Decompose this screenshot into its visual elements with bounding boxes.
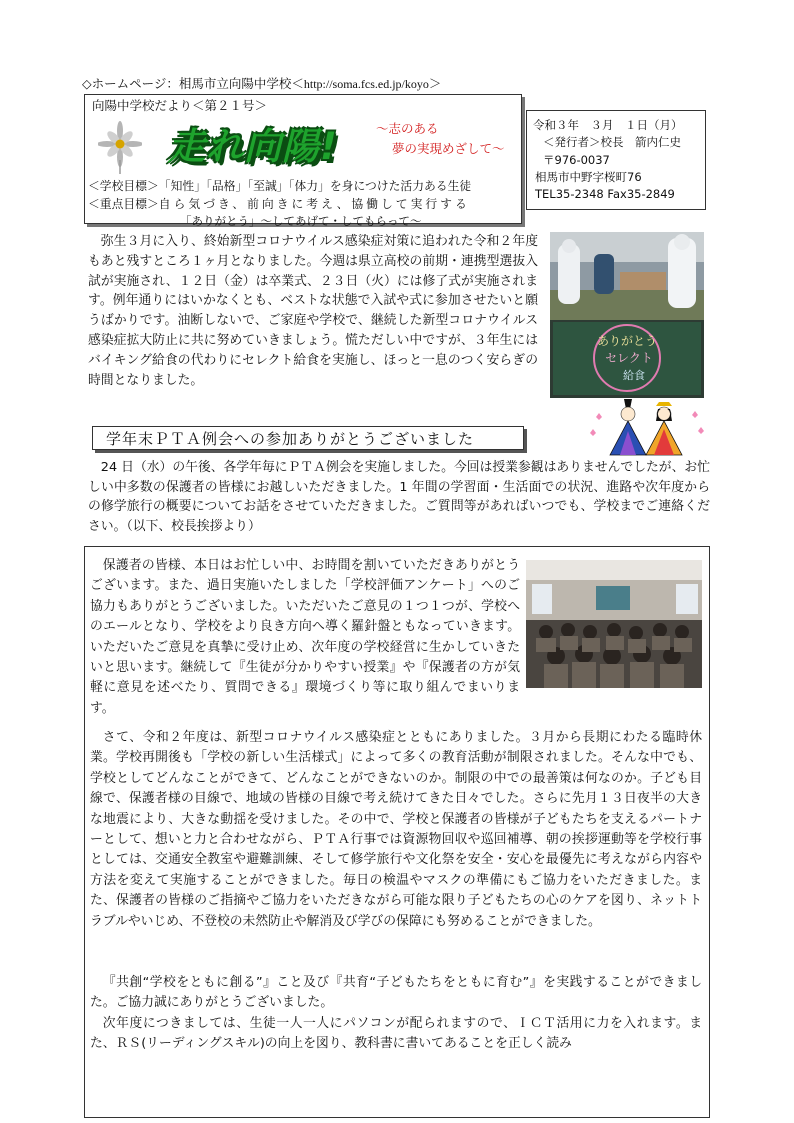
board-text-2: セレクト [605, 351, 653, 365]
homepage-line [82, 76, 441, 92]
greeting-paragraph-1: 保護者の皆様、本日はお忙しい中、お時間を割いていただきありがとうございます。また、過日実施いたしました「学校評価アンケート」へのご協力もありがとうございました。いただいたご意見の１つ１つが、学校へのエールとなり、学校をより良き方向へ導く羅針盤ともなっていきます。いただいたご意見を真摯に受け止め、次年度の学校経営に生かしていきたいと思います。継続して『生徒が分かりやすい授業』や『保護者の方が気軽に意見を述べたり、質問できる』環境づくり等に取り組んでまいります。 [90, 558, 520, 716]
publication-info [526, 110, 706, 210]
school-goal-text: 「知性」「品格」「至誠」「体力」を身につけた活力ある生徒 [158, 179, 472, 193]
greeting-paragraph-2: さて、令和２年度は、新型コロナウイルス感染症とともにありました。３月から長期にわたる臨時休業。学校再開後も「学校の新しい生活様式」によって多くの教育活動が制限されました。そんな中でも、学校としてどんなことができて、どんなことができないのか。制限の中での最善策は何なのか。子ども目線で、保護者様の目線で、地域の皆様の目線で考え続けてきた日々でした。さらに先月１３日夜半の大きな地震により、大きな動揺を受けました。その中で、学校と保護者の皆様が子どもたちを支えるパートナーとして、想いと力と合わせながら、ＰＴＡ行事では資源物回収や巡回補導、朝の挨拶運動等を学校行事としては、交通安全教室や避難訓練、そして修学旅行や文化祭を安全・安心を最優先に考えながら内容や方法を変えて実施することができました。毎日の検温やマスクの準備にもご協力をいただきました。また、保護者の皆様のご指摘やご協力をいただきながら可能な限り子どもたちの心のケアを図り、ネットトラブルやいじめ、不登校の未然防止や解消及び学びの保障にも努めることができました。 [90, 730, 702, 929]
school-goal [88, 177, 471, 194]
address: 相馬市中野字桜町76 [535, 170, 642, 184]
focus-goal-label: ＜重点目標＞ [88, 197, 159, 211]
newsletter-title: 走れ向陽! [168, 125, 338, 168]
tagline-line-2: 夢の実現めざして～ [392, 141, 505, 156]
homepage-label: ◇ホームページ：相馬市立向陽中学校＜ [82, 76, 304, 91]
board-text-1: ありがとう [596, 334, 658, 348]
school-crest-icon [98, 120, 142, 176]
issue-label: 向陽中学校だより＜第２１号＞ [92, 98, 268, 113]
postal-code: 〒976-0037 [543, 153, 610, 167]
hina-dolls-illustration [588, 397, 706, 457]
greeting-paragraph-4: 次年度につきましては、生徒一人一人にパソコンが配られますので、ＩＣＴ活用に力を入れます。また、ＲＳ(リーディングスキル)の向上を図り、教科書に書いてあることを正しく読み [90, 1016, 702, 1052]
school-goal-label: ＜学校目標＞ [88, 179, 159, 193]
phone-fax: TEL35-2348 Fax35-2849 [535, 187, 675, 201]
pta-report-paragraph: 24 日（水）の午後、各学年毎にＰＴＡ例会を実施しました。今回は授業参観はありませんでしたが、お忙しい中多数の保護者の皆様にお越しいただきました。1 年間の学習面・生活面での状況、進路や次年度からの修学旅行の概要についてお話をさせていただきました。ご質問等があればいつでも、学校までご連絡ください。（以下、校長挨拶より） [88, 460, 710, 534]
intro-paragraph: 弥生３月に入り、終始新型コロナウイルス感染症対策に追われた令和２年度もあと残すところ１ヶ月となりました。今週は県立高校の前期・連携型選抜入試が実施され、１２日（金）は卒業式、２３日（火）には修了式が実施されます。例年通りにはいかなくとも、ベストな状態で入試や式に参加させたいと願うばかりです。油断しないで、ご家庭や学校で、継続した新型コロナウイルス感染症拡大防止に共に努めていきましょう。慌ただしい中ですが、３年生にはバイキング給食の代わりにセレクト給食を実施し、ほっと一息のつく安らぎの時間となりました。 [88, 234, 538, 388]
slogan: 「ありがとう」～してあげて・してもらって～ [180, 214, 422, 228]
issue-date: 令和３年 ３月 １日（月） [533, 118, 683, 132]
board-text-3: 給食 [623, 369, 645, 382]
tagline-line-1: ～志のある [376, 121, 439, 136]
homepage-url[interactable]: http://soma.fcs.ed.jp/koyo [303, 77, 429, 91]
section-heading: 学年末ＰＴＡ例会への参加ありがとうございました [106, 430, 475, 448]
select-lunch-photo [550, 232, 704, 398]
focus-goal-text: 自ら気づき、前向きに考え、協働して実行する [158, 197, 470, 211]
pta-meeting-photo [526, 560, 702, 688]
homepage-suffix: ＞ [428, 76, 442, 91]
focus-goal [88, 195, 470, 212]
publisher: ＜発行者＞校長 箭内仁史 [543, 135, 681, 149]
greeting-paragraph-3: 『共創“学校をともに創る”』こと及び『共育“子どもたちをともに育む”』を実践することができました。ご協力誠にありがとうございました。 [90, 975, 702, 1011]
